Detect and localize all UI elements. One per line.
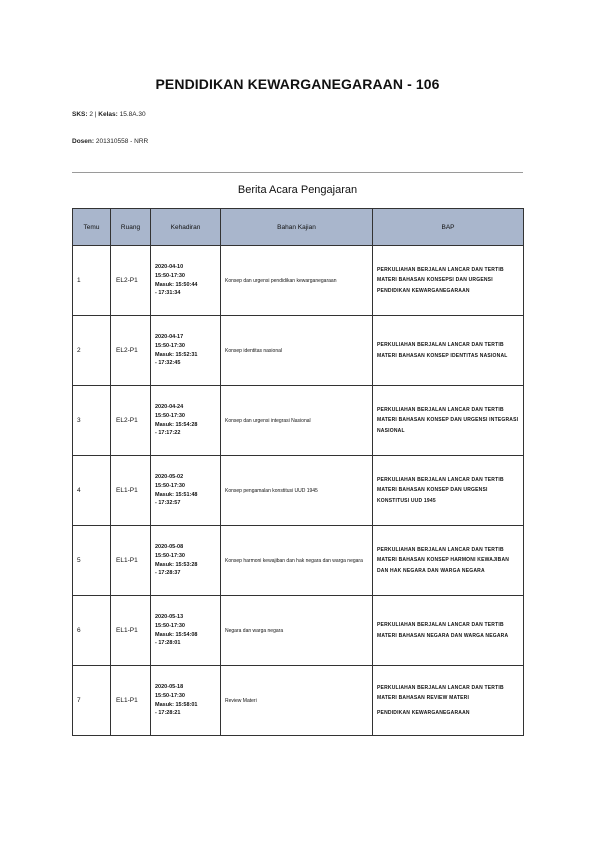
kehadiran-line: Masuk: 15:51:48 xyxy=(155,491,198,498)
table-row xyxy=(73,666,524,736)
kehadiran-line: 2020-05-18 xyxy=(155,683,184,690)
table-header-row xyxy=(73,209,524,246)
bap-table xyxy=(72,208,524,736)
cell-temu: 3 xyxy=(73,386,111,456)
cell-kehadiran xyxy=(151,386,221,456)
cell-bahan-kajian: Konsep dan urgensi integrasi Nasional xyxy=(221,386,373,456)
table-row xyxy=(73,246,524,316)
kehadiran-line: Masuk: 15:54:08 xyxy=(155,631,198,638)
cell-ruang: EL2-P1 xyxy=(111,386,151,456)
cell-bahan-kajian: Review Materi xyxy=(221,666,373,736)
cell-temu: 5 xyxy=(73,526,111,596)
kehadiran-line: 15:50-17:30 xyxy=(155,342,185,349)
cell-kehadiran xyxy=(151,596,221,666)
header-ruang: Ruang xyxy=(111,209,151,246)
bap-extra-text: PENDIDIKAN KEWARGANEGARAAN xyxy=(377,709,470,716)
kehadiran-line: 2020-05-02 xyxy=(155,473,184,480)
cell-bahan-kajian: Konsep harmoni kewajiban dan hak negara dan warga negara xyxy=(221,526,373,596)
kehadiran-line: 2020-04-24 xyxy=(155,403,184,410)
kehadiran-line: 15:50-17:30 xyxy=(155,272,185,279)
kehadiran-line: - 17:31:34 xyxy=(155,290,181,297)
sks-value: 2 | xyxy=(87,111,99,118)
kehadiran-line: - 17:28:21 xyxy=(155,710,181,717)
cell-temu: 6 xyxy=(73,596,111,666)
cell-bap xyxy=(373,526,524,596)
kehadiran-line: - 17:32:45 xyxy=(155,360,181,367)
kehadiran-line: Masuk: 15:58:01 xyxy=(155,701,198,708)
cell-ruang: EL2-P1 xyxy=(111,316,151,386)
sks-label: SKS: xyxy=(72,111,88,118)
kehadiran-line: 15:50-17:30 xyxy=(155,692,185,699)
kehadiran-line: - 17:17:22 xyxy=(155,430,181,437)
bap-text: PERKULIAHAN BERJALAN LANCAR DAN TERTIB MATERI BAHASAN KONSEP IDENTITAS NASIONAL xyxy=(377,342,508,359)
cell-bahan-kajian: Negara dan warga negara xyxy=(221,596,373,666)
cell-ruang: EL1-P1 xyxy=(111,456,151,526)
kehadiran-line: 15:50-17:30 xyxy=(155,412,185,419)
cell-bahan-kajian: Konsep identitas nasional xyxy=(221,316,373,386)
section-title: Berita Acara Pengajaran xyxy=(237,184,358,196)
bap-text: PERKULIAHAN BERJALAN LANCAR DAN TERTIB MATERI BAHASAN KONSEP DAN URGENSI KONSTITUSI UUD 1945 xyxy=(377,476,504,504)
table-row xyxy=(73,386,524,456)
course-meta-dosen xyxy=(72,138,148,145)
cell-ruang: EL1-P1 xyxy=(111,596,151,666)
course-meta-sks-kelas xyxy=(72,111,146,118)
header-bap: BAP xyxy=(373,209,524,246)
cell-bap xyxy=(373,316,524,386)
cell-temu: 2 xyxy=(73,316,111,386)
header-temu: Temu xyxy=(73,209,111,246)
dosen-label: Dosen: xyxy=(72,138,95,145)
course-title: PENDIDIKAN KEWARGANEGARAAN - 106 xyxy=(155,76,440,92)
cell-kehadiran xyxy=(151,316,221,386)
header-kehadiran: Kehadiran xyxy=(151,209,221,246)
table-row xyxy=(73,596,524,666)
kehadiran-line: Masuk: 15:53:28 xyxy=(155,561,198,568)
kehadiran-line: 15:50-17:30 xyxy=(155,622,185,629)
kehadiran-line: Masuk: 15:50:44 xyxy=(155,281,198,288)
kehadiran-line: - 17:32:57 xyxy=(155,500,181,507)
cell-bap xyxy=(373,246,524,316)
cell-bap xyxy=(373,386,524,456)
kehadiran-line: 2020-04-17 xyxy=(155,333,184,340)
cell-bahan-kajian: Konsep pengamalan konstitusi UUD 1945 xyxy=(221,456,373,526)
kehadiran-line: 2020-04-10 xyxy=(155,263,184,270)
cell-bap xyxy=(373,596,524,666)
bap-text: PERKULIAHAN BERJALAN LANCAR DAN TERTIB MATERI BAHASAN KONSEPSI DAN URGENSI PENDIDIKAN KEWARGANEGARAAN xyxy=(377,266,504,294)
cell-bap xyxy=(373,456,524,526)
kehadiran-line: - 17:28:01 xyxy=(155,640,181,647)
header-bahan-kajian: Bahan Kajian xyxy=(221,209,373,246)
dosen-value: 201310558 - NRR xyxy=(94,138,149,145)
cell-temu: 7 xyxy=(73,666,111,736)
kehadiran-line: 15:50-17:30 xyxy=(155,482,185,489)
cell-temu: 1 xyxy=(73,246,111,316)
table-row xyxy=(73,316,524,386)
cell-kehadiran xyxy=(151,456,221,526)
kehadiran-line: Masuk: 15:54:28 xyxy=(155,421,198,428)
table-row xyxy=(73,526,524,596)
horizontal-divider xyxy=(72,172,523,173)
bap-text: PERKULIAHAN BERJALAN LANCAR DAN TERTIB MATERI BAHASAN KONSEP HARMONI KEWAJIBAN DAN HAK NEGARA DAN WARGA NEGARA xyxy=(377,546,510,574)
cell-bahan-kajian: Konsep dan urgensi pendidikan kewarganegaraan xyxy=(221,246,373,316)
cell-ruang: EL1-P1 xyxy=(111,526,151,596)
bap-text: PERKULIAHAN BERJALAN LANCAR DAN TERTIB MATERI BAHASAN NEGARA DAN WARGA NEGARA xyxy=(377,622,509,639)
bap-text: PERKULIAHAN BERJALAN LANCAR DAN TERTIB MATERI BAHASAN KONSEP DAN URGENSI INTEGRASI NASIONAL xyxy=(377,406,519,434)
cell-kehadiran xyxy=(151,246,221,316)
table-body xyxy=(73,246,524,736)
kehadiran-line: 15:50-17:30 xyxy=(155,552,185,559)
kehadiran-line: Masuk: 15:52:31 xyxy=(155,351,198,358)
kehadiran-line: 2020-05-08 xyxy=(155,543,184,550)
cell-ruang: EL2-P1 xyxy=(111,246,151,316)
cell-ruang: EL1-P1 xyxy=(111,666,151,736)
cell-kehadiran xyxy=(151,526,221,596)
cell-temu: 4 xyxy=(73,456,111,526)
kehadiran-line: 2020-05-13 xyxy=(155,613,184,620)
kelas-value: 15.8A.30 xyxy=(117,111,146,118)
kelas-label: Kelas: xyxy=(98,111,118,118)
cell-kehadiran xyxy=(151,666,221,736)
bap-text: PERKULIAHAN BERJALAN LANCAR DAN TERTIB MATERI BAHASAN REVIEW MATERI xyxy=(377,684,504,702)
table-row xyxy=(73,456,524,526)
cell-bap xyxy=(373,666,524,736)
kehadiran-line: - 17:28:37 xyxy=(155,570,181,577)
